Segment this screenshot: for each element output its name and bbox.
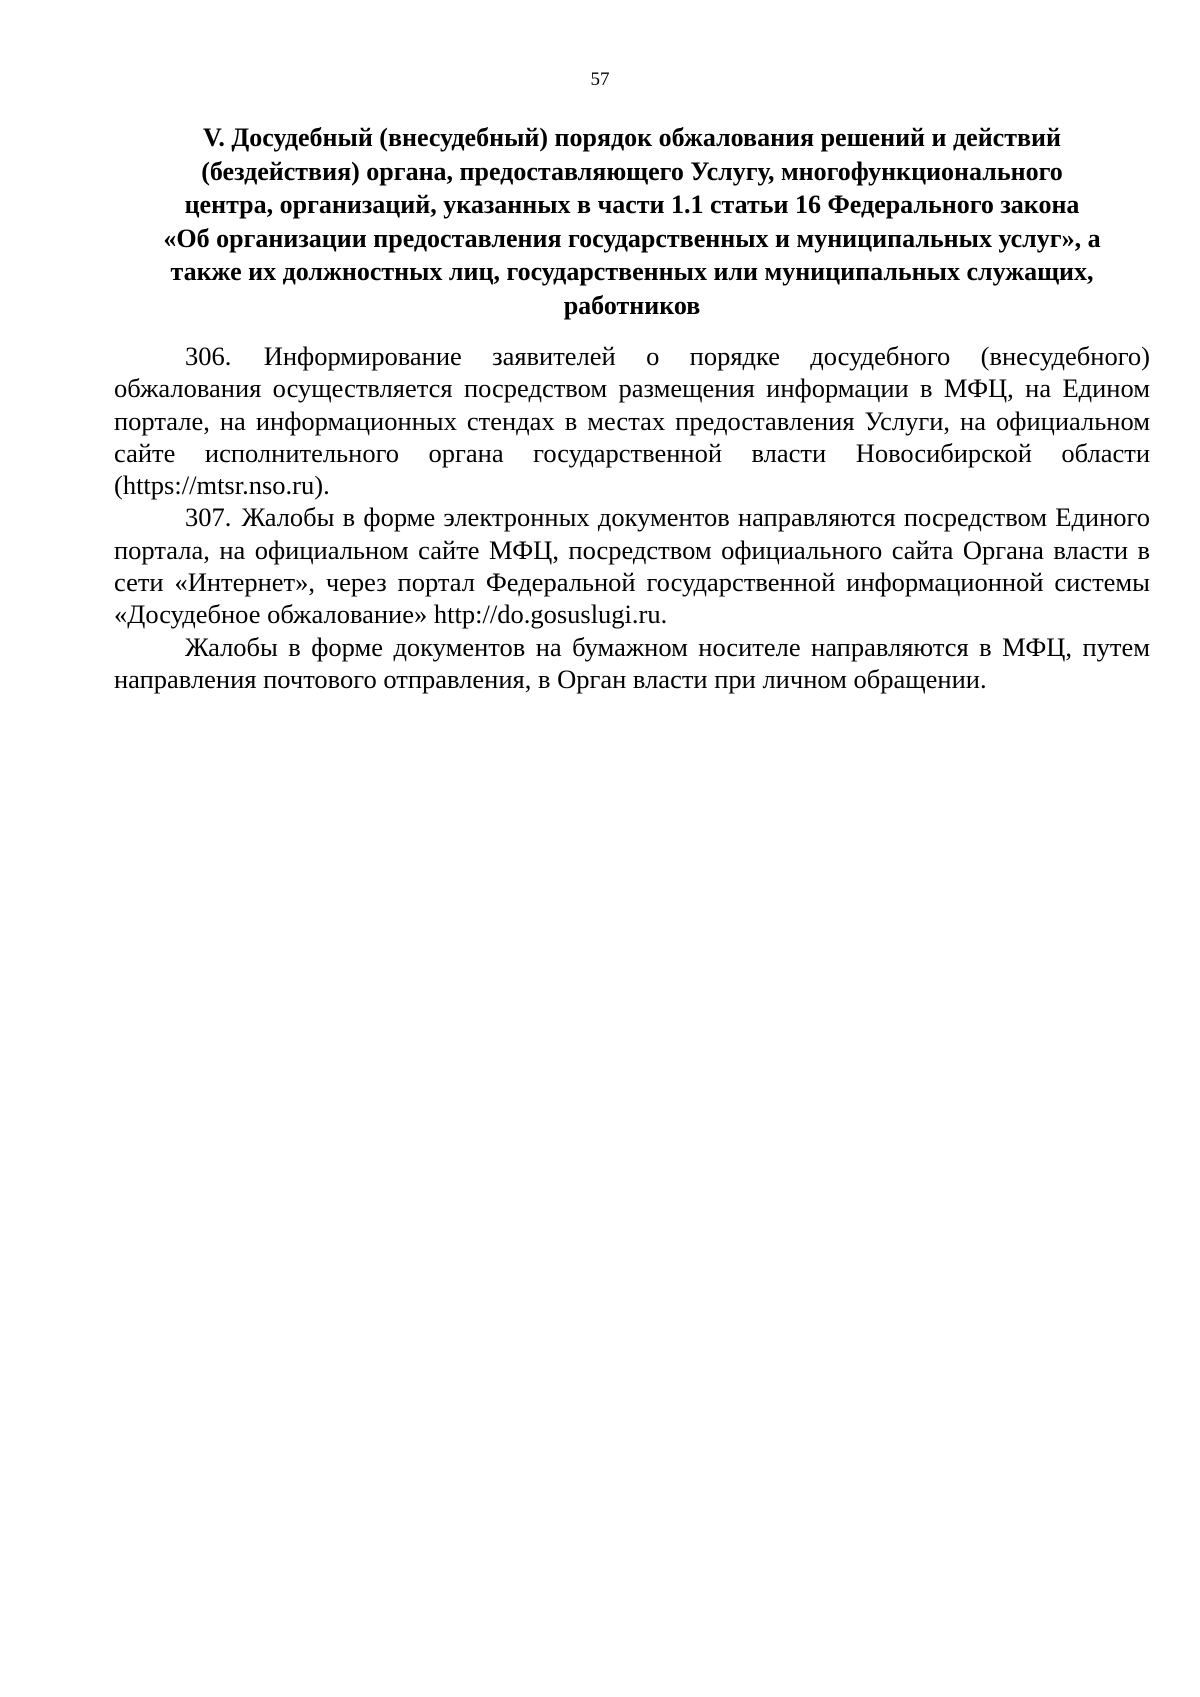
paragraph-text: Информирование заявителей о порядке досудебного (внесудебного) обжалования осуществляется посредством размещения информации в МФЦ, на Едином портале, на информационных стендах в местах предоставления Услуги, на официальном сайте исполнительного органа государственной власти Новосибирской области (https://mtsr.nso.ru). [114,341,1150,501]
paragraph-paper-complaints [114,631,1150,696]
section-title-line: также их должностных лиц, государственных или муниципальных служащих, [170,257,1094,286]
section-title-line: V. Досудебный (внесудебный) порядок обжалования решений и действий [202,123,1061,152]
paragraph-306 [114,340,1150,501]
section-title-line: «Об организации предоставления государственных и муниципальных услуг», а [163,223,1101,253]
paragraph-number: 306. [185,341,232,371]
paragraph-307 [114,501,1150,630]
page-number: 57 [590,69,610,90]
section-title-line: (бездействия) органа, предоставляющего Услугу, многофункционального [201,156,1063,186]
paragraph-text: Жалобы в форме документов на бумажном носителе направляются в МФЦ, путем направления почтового отправления, в Орган власти при личном обращении. [114,631,1150,694]
section-title-line: центра, организаций, указанных в части 1.1 статьи 16 Федерального закона [184,190,1080,219]
paragraph-number: 307. [185,502,232,533]
paragraph-text: Жалобы в форме электронных документов направляются посредством Единого портала, на официальном сайте МФЦ, посредством официального сайта Органа власти в сети «Интернет», через портал Федеральной государственной информационной системы «Досудебное обжалование» http://do.gosuslugi.ru. [114,502,1151,630]
section-title-line: работников [563,290,701,320]
section-title [112,121,1152,322]
document-body [114,340,1150,695]
